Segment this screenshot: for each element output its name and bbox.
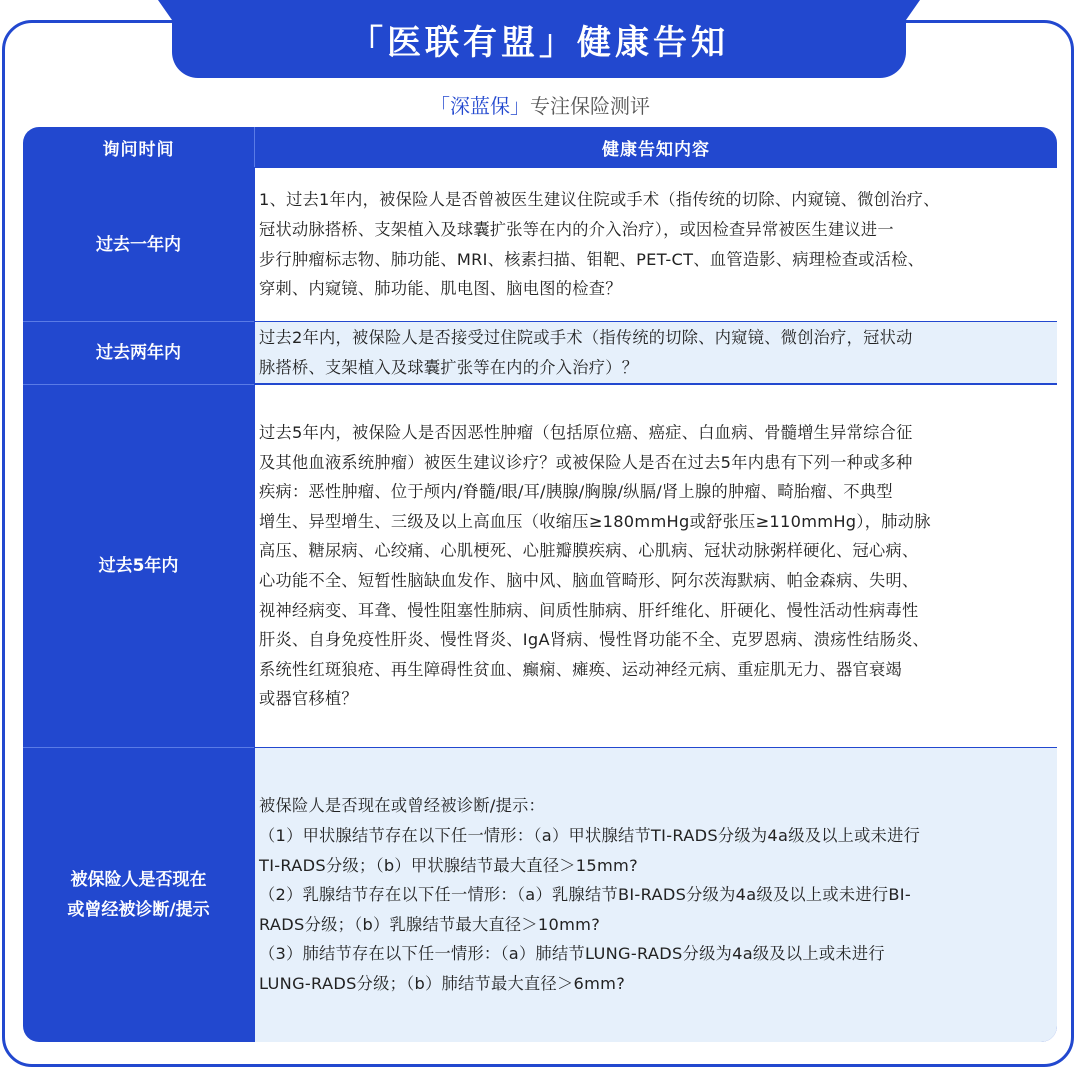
content-line: 穿刺、内窥镜、肺功能、肌电图、脑电图的检查？ xyxy=(259,279,622,299)
row-content-1 xyxy=(255,168,1057,321)
header-disclosure-content: 健康告知内容 xyxy=(602,139,710,160)
content-line: 或器官移植？ xyxy=(259,689,358,709)
content-line: 步行肿瘤标志物、肺功能、MRI、核素扫描、钼靶、PET-CT、血管造影、病理检查或活检、 xyxy=(259,249,925,269)
content-line: 系统性红斑狼疮、再生障碍性贫血、癫痫、瘫痪、运动神经元病、重症肌无力、器官衰竭 xyxy=(259,659,903,679)
period-label: 过去一年内 xyxy=(96,234,181,255)
period-label: 过去5年内 xyxy=(98,556,179,576)
row-content-3 xyxy=(255,385,1057,747)
content-line: 增生、异型增生、三级及以上高血压（收缩压≥180mmHg或舒张压≥110mmHg），肺动脉 xyxy=(259,511,931,531)
content-line: 高压、糖尿病、心绞痛、心肌梗死、心脏瓣膜疾病、心肌病、冠状动脉粥样硬化、冠心病、 xyxy=(259,541,919,561)
content-line: TI-RADS分级；（b）甲状腺结节最大直径＞15mm? xyxy=(259,855,639,875)
subtitle xyxy=(0,90,1080,119)
period-label-line: 被保险人是否现在 xyxy=(70,870,207,890)
subtitle-text: 专注保险测评 xyxy=(530,94,650,118)
content-line: 视神经病变、耳聋、慢性阻塞性肺病、间质性肺病、肝纤维化、肝硬化、慢性活动性病毒性 xyxy=(259,600,919,620)
content-line: （3）肺结节存在以下任一情形：（a）肺结节LUNG-RADS分级为4a级及以上或未进行 xyxy=(259,944,885,964)
period-label-line: 或曾经被诊断/提示 xyxy=(67,900,210,920)
content-line: 冠状动脉搭桥、支架植入及球囊扩张等在内的介入治疗），或因检查异常被医生建议进一 xyxy=(259,219,894,239)
content-line: 心功能不全、短暂性脑缺血发作、脑中风、脑血管畸形、阿尔茨海默病、帕金森病、失明、 xyxy=(259,571,919,590)
content-line: 被保险人是否现在或曾经被诊断/提示： xyxy=(259,796,546,816)
row-period-4 xyxy=(23,748,254,1042)
row-period-2 xyxy=(23,322,254,383)
health-disclosure-table xyxy=(23,127,1057,1042)
content-line: 脉搭桥、支架植入及球囊扩张等在内的介入治疗）？ xyxy=(259,357,639,377)
content-line: 过去2年内，被保险人是否接受过住院或手术（指传统的切除、内窥镜、微创治疗，冠状动 xyxy=(259,327,913,347)
header-inquiry-period: 询问时间 xyxy=(102,139,175,160)
content-line: 过去5年内，被保险人是否因恶性肿瘤（包括原位癌、癌症、白血病、骨髓增生异常综合征 xyxy=(259,423,913,443)
content-line: 及其他血液系统肿瘤）被医生建议诊疗？或被保险人是否在过去5年内患有下列一种或多种 xyxy=(259,452,913,472)
row-content-4 xyxy=(255,748,1057,1042)
content-line: （2）乳腺结节存在以下任一情形：（a）乳腺结节BI-RADS分级为4a级及以上或未进行BI- xyxy=(259,885,911,905)
content-line: LUNG-RADS分级；（b）肺结节最大直径＞6mm? xyxy=(259,973,626,993)
content-line: 肝炎、自身免疫性肝炎、慢性肾炎、IgA肾病、慢性肾功能不全、克罗恩病、溃疡性结肠炎、 xyxy=(259,630,930,650)
row-period-3 xyxy=(23,385,254,747)
row-content-2 xyxy=(255,322,1057,383)
period-label: 过去两年内 xyxy=(96,342,181,363)
subtitle-brand: 「深蓝保」 xyxy=(430,94,530,118)
page-title: 「医联有盟」健康告知 xyxy=(172,0,906,78)
content-line: 1、过去1年内，被保险人是否曾被医生建议住院或手术（指传统的切除、内窥镜、微创治疗、 xyxy=(259,190,940,210)
content-line: 疾病：恶性肿瘤、位于颅内/脊髓/眼/耳/胰腺/胸腺/纵膈/肾上腺的肿瘤、畸胎瘤、不典型 xyxy=(259,482,893,502)
content-line: RADS分级；（b）乳腺结节最大直径＞10mm? xyxy=(259,914,601,934)
content-line: （1）甲状腺结节存在以下任一情形：（a）甲状腺结节TI-RADS分级为4a级及以上或未进行 xyxy=(259,826,921,846)
row-period-1 xyxy=(23,168,254,321)
